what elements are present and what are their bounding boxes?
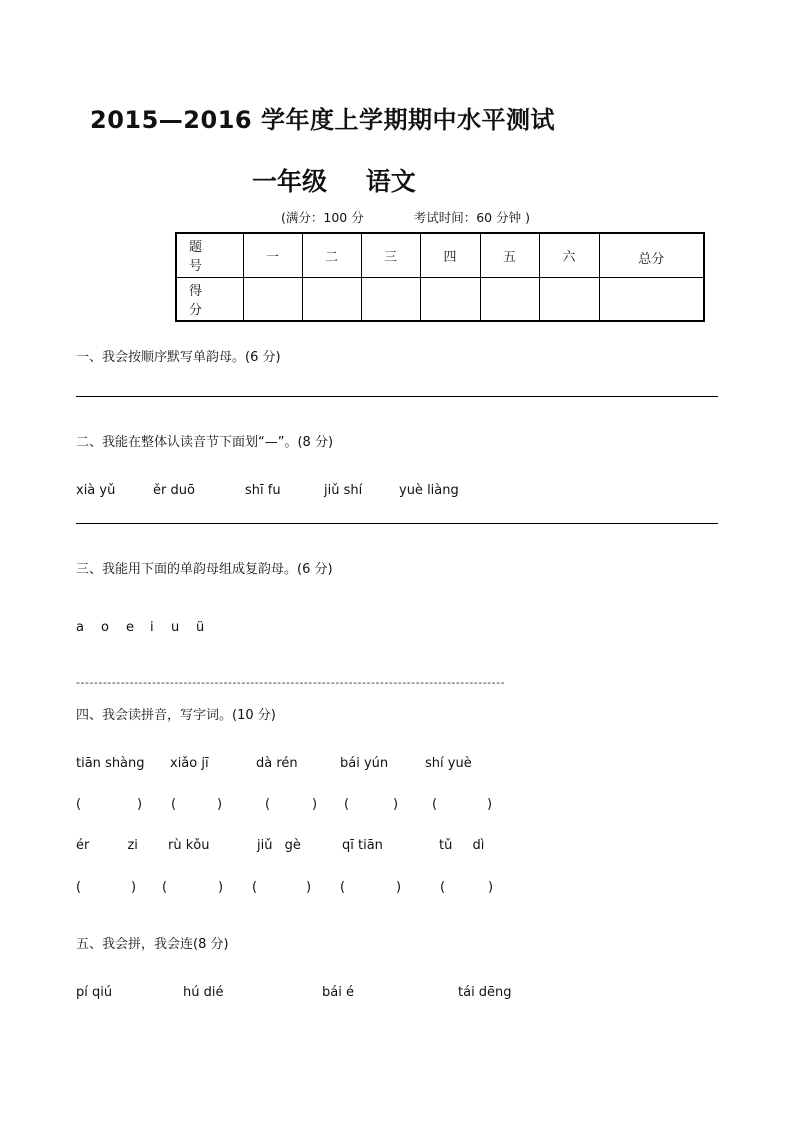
score-cell[interactable] xyxy=(539,277,599,321)
list-item: yuè liàng xyxy=(399,483,459,498)
total-label: 总分 xyxy=(599,233,704,277)
pinyin-item: tǔ dì xyxy=(439,838,485,853)
column-2: 二 xyxy=(302,233,361,277)
pinyin-item: rù kǒu xyxy=(168,838,210,853)
column-1: 一 xyxy=(243,233,302,277)
question-number-label: 题 号 xyxy=(176,233,243,277)
paren-close: ) xyxy=(131,880,137,895)
list-item: bái é xyxy=(322,985,354,1000)
list-item: pí qiú xyxy=(76,985,113,1000)
exam-meta xyxy=(281,208,530,226)
score-cell[interactable] xyxy=(361,277,420,321)
pinyin-item: ér zi xyxy=(76,838,138,853)
paren-close: ) xyxy=(218,880,224,895)
column-5: 五 xyxy=(480,233,539,277)
section-2-items xyxy=(76,483,718,501)
exam-title: 2015—2016 学年度上学期期中水平测试 xyxy=(90,106,555,134)
paren-open: ( xyxy=(344,797,350,812)
score-table xyxy=(175,232,705,322)
score-cell[interactable] xyxy=(302,277,361,321)
pinyin-item: bái yún xyxy=(340,756,389,771)
list-item: xià yǔ xyxy=(76,483,116,498)
pinyin-item: shí yuè xyxy=(425,756,472,771)
exam-subtitle xyxy=(252,162,416,198)
pinyin-item: tiān shàng xyxy=(76,756,145,771)
vowel-letter: i xyxy=(150,620,154,635)
score-label: 得 分 xyxy=(176,277,243,321)
paren-open: ( xyxy=(252,880,258,895)
list-item: tái dēng xyxy=(458,985,512,1000)
column-6: 六 xyxy=(539,233,599,277)
vowel-letter: u xyxy=(171,620,180,635)
paren-close: ) xyxy=(393,797,399,812)
list-item: ěr duō xyxy=(153,483,195,498)
pinyin-row-2 xyxy=(76,838,718,856)
paren-close: ) xyxy=(217,797,223,812)
paren-open: ( xyxy=(265,797,271,812)
score-cell[interactable] xyxy=(420,277,480,321)
answer-parens-row-2 xyxy=(76,880,718,898)
column-3: 三 xyxy=(361,233,420,277)
grade-label: 一年级 xyxy=(252,167,328,196)
section-3-heading: 三、我能用下面的单韵母组成复韵母。(6 分) xyxy=(76,562,333,577)
section-5-heading: 五、我会拼，我会连(8 分) xyxy=(76,937,229,952)
paren-close: ) xyxy=(312,797,318,812)
section-2-heading: 二、我能在整体认读音节下面划“—”。(8 分) xyxy=(76,435,334,450)
list-item: hú dié xyxy=(183,985,224,1000)
paren-close: ) xyxy=(137,797,143,812)
exam-time-text: 考试时间：60 分钟 ) xyxy=(413,210,530,225)
section-1-heading: 一、我会按顺序默写单韵母。(6 分) xyxy=(76,350,281,365)
section-5-items xyxy=(76,985,718,1003)
answer-line[interactable] xyxy=(76,396,718,397)
vowel-letter: a xyxy=(76,620,84,635)
score-cell[interactable] xyxy=(243,277,302,321)
pinyin-item: qī tiān xyxy=(342,838,383,853)
pinyin-item: jiǔ gè xyxy=(257,838,301,853)
paren-close: ) xyxy=(487,797,493,812)
paren-open: ( xyxy=(440,880,446,895)
list-item: shī fu xyxy=(245,483,281,498)
paren-open: ( xyxy=(432,797,438,812)
pinyin-item: xiǎo jī xyxy=(170,756,209,771)
pinyin-row-1 xyxy=(76,756,718,774)
paren-open: ( xyxy=(340,880,346,895)
column-4: 四 xyxy=(420,233,480,277)
answer-line[interactable] xyxy=(76,523,718,524)
paren-open: ( xyxy=(76,880,82,895)
list-item: jiǔ shí xyxy=(324,483,363,498)
paren-close: ) xyxy=(306,880,312,895)
paren-close: ) xyxy=(488,880,494,895)
full-score-text: (满分：100 分 xyxy=(281,210,364,225)
dashed-answer-line[interactable]: ------------------------------------------------------------------------------------------------ xyxy=(76,676,506,689)
subject-label: 语文 xyxy=(365,167,416,196)
vowel-letter: e xyxy=(126,620,134,635)
paren-open: ( xyxy=(171,797,177,812)
score-cell[interactable] xyxy=(480,277,539,321)
vowel-letters xyxy=(76,620,276,638)
pinyin-item: dà rén xyxy=(256,756,298,771)
vowel-letter: o xyxy=(101,620,109,635)
paren-open: ( xyxy=(76,797,82,812)
answer-parens-row-1 xyxy=(76,797,718,815)
vowel-letter: ü xyxy=(196,620,205,635)
paren-close: ) xyxy=(396,880,402,895)
total-score-cell[interactable] xyxy=(599,277,704,321)
paren-open: ( xyxy=(162,880,168,895)
section-4-heading: 四、我会读拼音，写字词。(10 分) xyxy=(76,708,276,723)
